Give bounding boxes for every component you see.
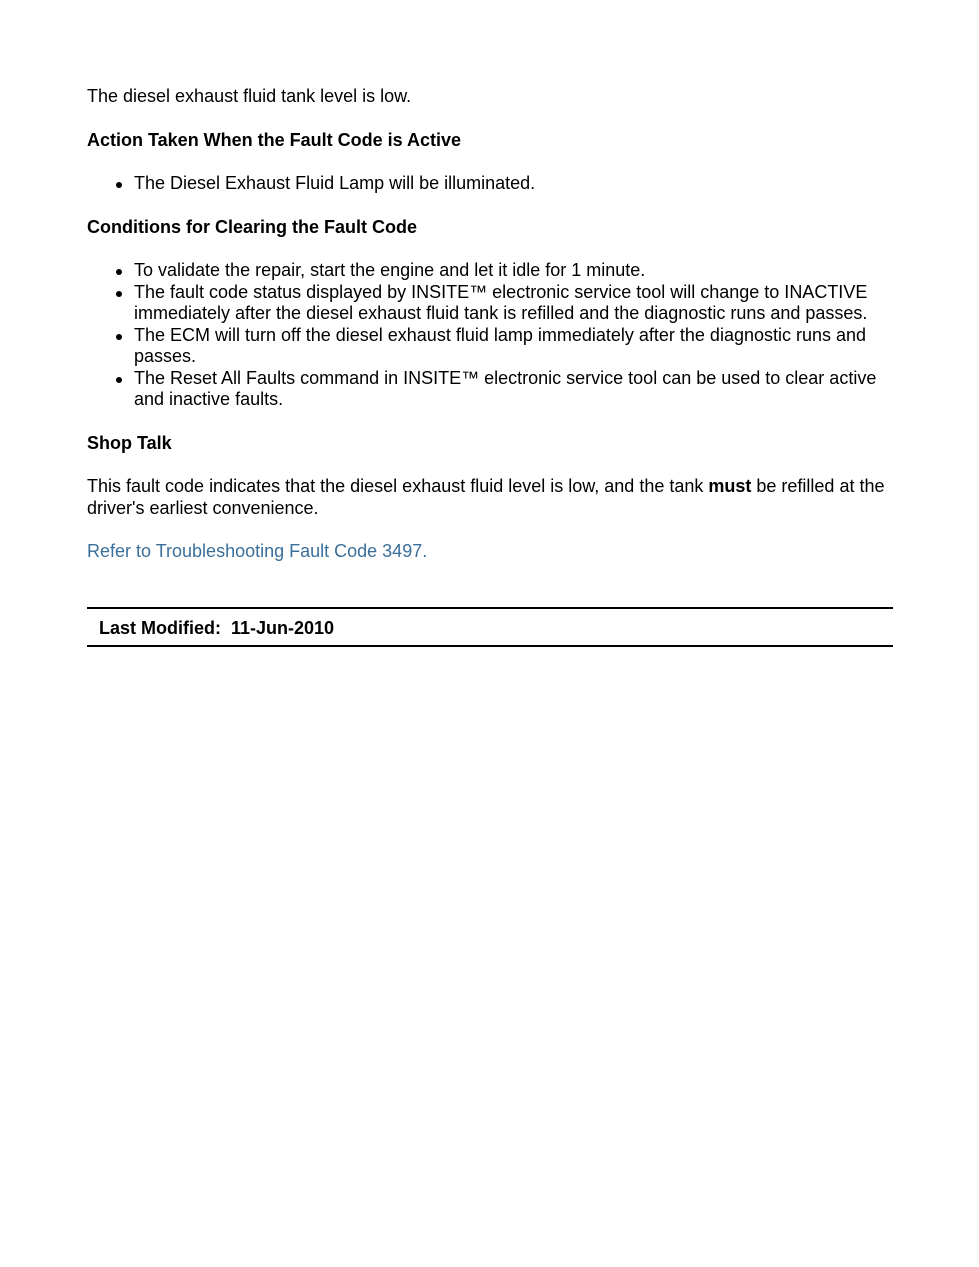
- shop-talk-text: [87, 476, 893, 519]
- action-list: [87, 173, 893, 195]
- list-item: The fault code status displayed by INSITE™ electronic service tool will change to INACTIVE immediately after the diesel exhaust fluid tank is refilled and the diagnostic runs and passes.: [87, 282, 893, 325]
- footer-bar: [87, 607, 893, 647]
- list-item: The ECM will turn off the diesel exhaust fluid lamp immediately after the diagnostic runs and passes.: [87, 325, 893, 368]
- shop-talk-text-before: This fault code indicates that the diesel exhaust fluid level is low, and the tank: [87, 476, 709, 496]
- list-item: The Diesel Exhaust Fluid Lamp will be illuminated.: [87, 173, 893, 195]
- last-modified-label: Last Modified: 11-Jun-2010: [99, 618, 335, 638]
- shop-talk-heading: Shop Talk: [87, 432, 172, 453]
- document-body: [87, 86, 893, 563]
- list-item: To validate the repair, start the engine and let it idle for 1 minute.: [87, 260, 893, 282]
- shop-talk-text-after: be refilled at the driver's earliest convenience.: [87, 476, 885, 518]
- list-item: The Reset All Faults command in INSITE™ electronic service tool can be used to clear active and inactive faults.: [87, 368, 893, 411]
- shop-talk-emphasis: must: [708, 476, 752, 496]
- intro-text: The diesel exhaust fluid tank level is low.: [87, 86, 412, 106]
- clearing-heading: Conditions for Clearing the Fault Code: [87, 216, 417, 237]
- action-heading: Action Taken When the Fault Code is Active: [87, 129, 462, 150]
- troubleshooting-link[interactable]: Refer to Troubleshooting Fault Code 3497.: [87, 541, 428, 561]
- clearing-list: [87, 260, 893, 411]
